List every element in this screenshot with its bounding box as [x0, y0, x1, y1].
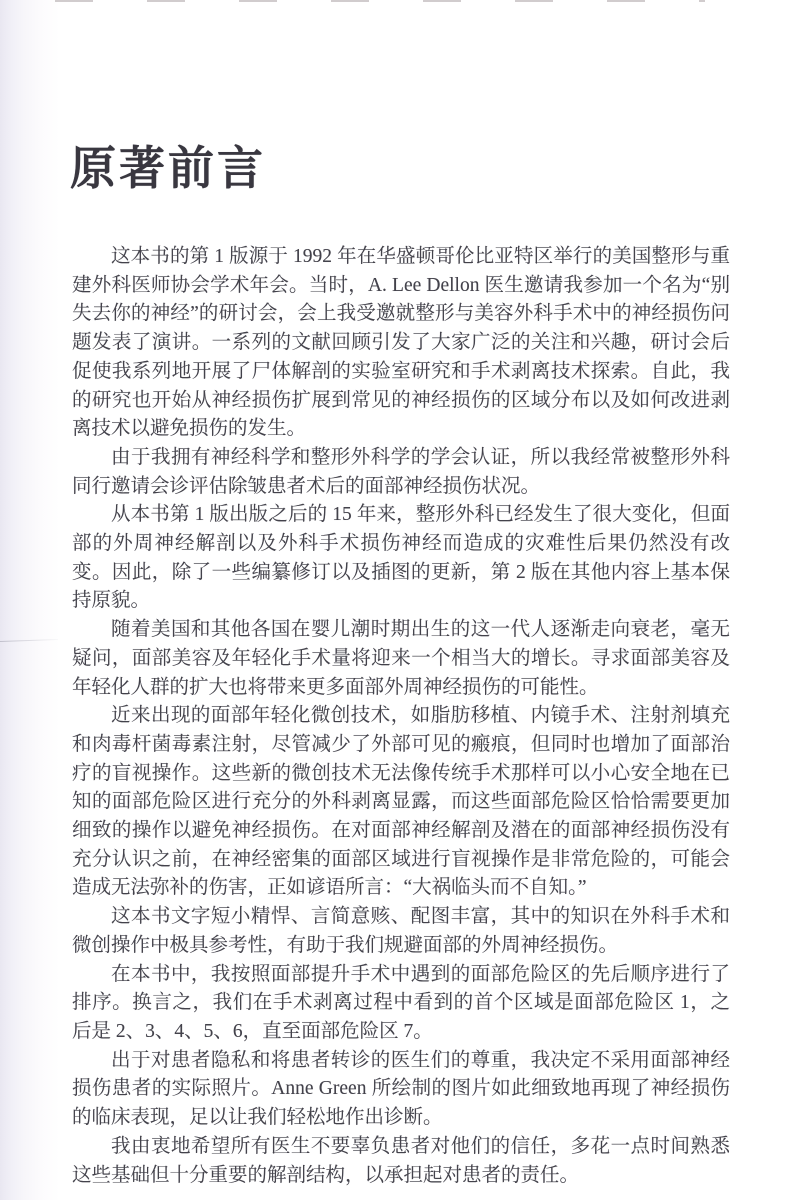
paragraph: 这本书的第 1 版源于 1992 年在华盛顿哥伦比亚特区举行的美国整形与重建外科医师协会学术年会。当时，A. Lee Dellon 医生邀请我参加一个名为“别失去你的神经”的研讨会，会上我受邀就整形与美容外科手术中的神经损伤问题发表了演讲。一系列的文献回顾引发了大家广泛的关注和兴趣，研讨会后促使我系列地开展了尸体解剖的实验室研究和手术剥离技术探索。自此，我的研究也开始从神经损伤扩展到常见的神经损伤的区域分布以及如何改进剥离技术以避免损伤的发生。 [72, 246, 730, 440]
paragraph: 我由衷地希望所有医生不要辜负患者对他们的信任，多花一点时间熟悉这些基础但十分重要的解剖结构，以承担起对患者的责任。 [72, 1135, 730, 1186]
paragraph: 从本书第 1 版出版之后的 15 年来，整形外科已经发生了很大变化，但面部的外周神经解剖以及外科手术损伤神经而造成的灾难性后果仍然没有改变。因此，除了一些编纂修订以及插图的更新，第 2 版在其他内容上基本保持原貌。 [72, 504, 730, 612]
paragraph: 出于对患者隐私和将患者转诊的医生们的尊重，我决定不采用面部神经损伤患者的实际照片。Anne Green 所绘制的图片如此细致地再现了神经损伤的临床表现，足以让我们轻松地作出诊断。 [72, 1049, 730, 1129]
page-title: 原著前言 [70, 143, 266, 194]
scan-left-edge-artifact [0, 0, 60, 1200]
paragraph: 随着美国和其他各国在婴儿潮时期出生的这一代人逐渐走向衰老，毫无疑问，面部美容及年轻化手术量将迎来一个相当大的增长。寻求面部美容及年轻化人群的扩大也将带来更多面部外周神经损伤的可能性。 [72, 619, 730, 698]
scan-hairline-artifact [0, 639, 58, 642]
paragraph: 近来出现的面部年轻化微创技术，如脂肪移植、内镜手术、注射剂填充和肉毒杆菌毒素注射，尽管减少了外部可见的瘢痕，但同时也增加了面部治疗的盲视操作。这些新的微创技术无法像传统手术那样可以小心安全地在已知的面部危险区进行充分的外科剥离显露，而这些面部危险区恰恰需要更加细致的操作以避免神经损伤。在对面部神经解剖及潜在的面部神经损伤没有充分认识之前，在神经密集的面部区域进行盲视操作是非常危险的，可能会造成无法弥补的伤害，正如谚语所言：“大祸临头而不自知。” [72, 705, 730, 899]
paragraph: 在本书中，我按照面部提升手术中遇到的面部危险区的先后顺序进行了排序。换言之，我们在手术剥离过程中看到的首个区域是面部危险区 1，之后是 2、3、4、5、6，直至面部危险区 7。 [72, 963, 730, 1042]
paragraph: 这本书文字短小精悍、言简意赅、配图丰富，其中的知识在外科手术和微创操作中极具参考性，有助于我们规避面部的外周神经损伤。 [72, 906, 730, 956]
preface-body [72, 243, 730, 1190]
paragraph: 由于我拥有神经科学和整形外科学的学会认证，所以我经常被整形外科同行邀请会诊评估除皱患者术后的面部神经损伤状况。 [72, 446, 730, 497]
scan-top-edge-artifact [55, 0, 705, 2]
